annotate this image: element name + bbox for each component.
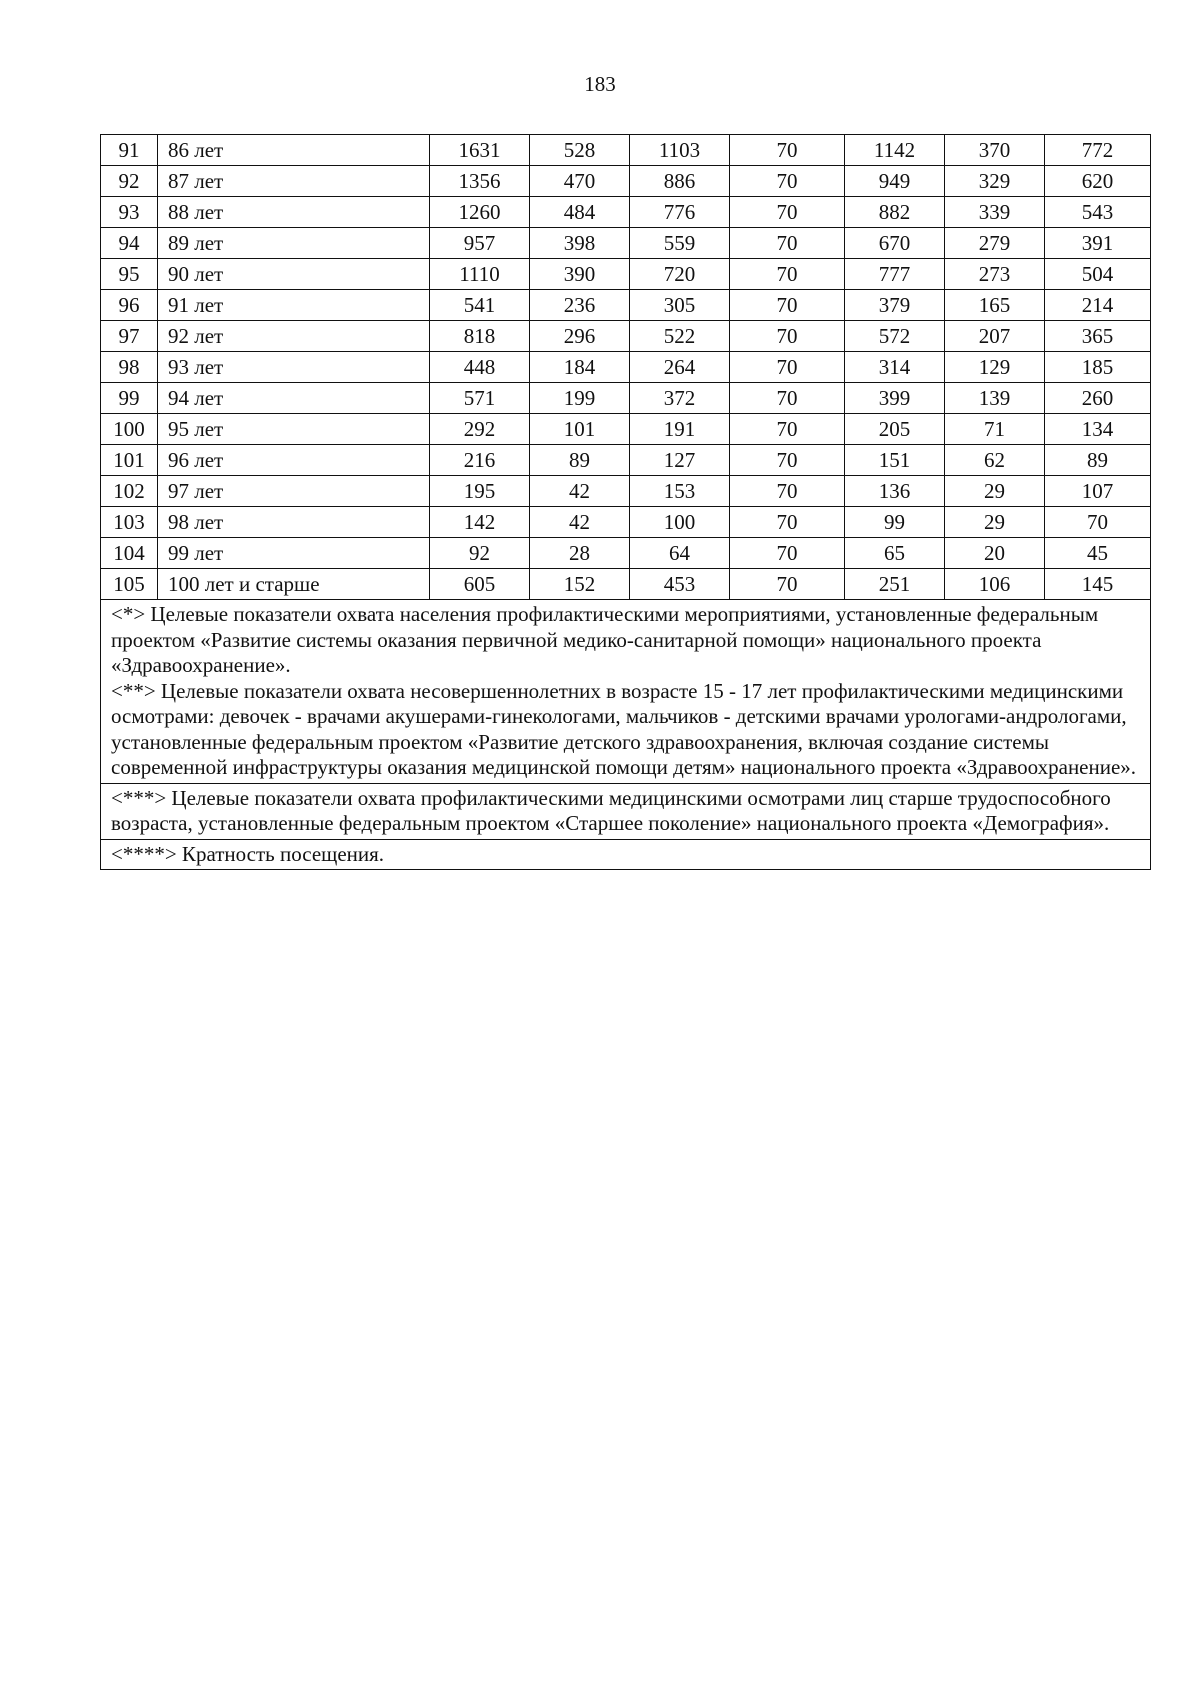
row-number-cell: 104 — [101, 538, 158, 569]
value-cell: 260 — [1045, 383, 1151, 414]
row-number-cell: 99 — [101, 383, 158, 414]
value-cell: 818 — [430, 321, 530, 352]
value-cell: 720 — [630, 259, 730, 290]
value-cell: 89 — [1045, 445, 1151, 476]
value-cell: 70 — [730, 259, 845, 290]
value-cell: 151 — [845, 445, 945, 476]
value-cell: 42 — [530, 476, 630, 507]
value-cell: 70 — [730, 321, 845, 352]
value-cell: 453 — [630, 569, 730, 600]
value-cell: 70 — [730, 569, 845, 600]
value-cell: 89 — [530, 445, 630, 476]
value-cell: 1142 — [845, 135, 945, 166]
value-cell: 70 — [730, 445, 845, 476]
value-cell: 199 — [530, 383, 630, 414]
row-number-cell: 96 — [101, 290, 158, 321]
value-cell: 92 — [430, 538, 530, 569]
value-cell: 185 — [1045, 352, 1151, 383]
value-cell: 106 — [945, 569, 1045, 600]
value-cell: 165 — [945, 290, 1045, 321]
value-cell: 70 — [730, 414, 845, 445]
value-cell: 70 — [730, 228, 845, 259]
value-cell: 882 — [845, 197, 945, 228]
value-cell: 571 — [430, 383, 530, 414]
value-cell: 136 — [845, 476, 945, 507]
value-cell: 153 — [630, 476, 730, 507]
table-row — [101, 352, 1151, 383]
age-group-cell: 88 лет — [158, 197, 430, 228]
value-cell: 139 — [945, 383, 1045, 414]
value-cell: 64 — [630, 538, 730, 569]
table-row — [101, 228, 1151, 259]
value-cell: 145 — [1045, 569, 1151, 600]
age-group-cell: 91 лет — [158, 290, 430, 321]
value-cell: 528 — [530, 135, 630, 166]
value-cell: 236 — [530, 290, 630, 321]
value-cell: 504 — [1045, 259, 1151, 290]
value-cell: 541 — [430, 290, 530, 321]
row-number-cell: 103 — [101, 507, 158, 538]
data-table — [100, 134, 1151, 870]
age-group-cell: 87 лет — [158, 166, 430, 197]
value-cell: 28 — [530, 538, 630, 569]
value-cell: 42 — [530, 507, 630, 538]
table-row — [101, 383, 1151, 414]
value-cell: 70 — [730, 538, 845, 569]
value-cell: 279 — [945, 228, 1045, 259]
value-cell: 305 — [630, 290, 730, 321]
value-cell: 484 — [530, 197, 630, 228]
value-cell: 522 — [630, 321, 730, 352]
value-cell: 152 — [530, 569, 630, 600]
footnote-1-2: <*> Целевые показатели охвата населения профилактическими мероприятиями, установленные федеральным проектом «Развитие системы оказания первичной медико-санитарной помощи» национального проекта «Здравоохранение». <**> Целевые показатели охвата несовершеннолетних в возрасте 15 - 17 лет профилактическими медицинскими осмотрами: девочек - врачами акушерами-гинекологами, мальчиков - детскими врачами урологами-андрологами, установленные федеральным проектом «Развитие детского здравоохранения, включая создание системы современной инфраструктуры оказания медицинской помощи детям» национального проекта «Здравоохранение». — [101, 600, 1151, 784]
footnote-row — [101, 783, 1151, 839]
age-group-cell: 92 лет — [158, 321, 430, 352]
table-row — [101, 166, 1151, 197]
value-cell: 605 — [430, 569, 530, 600]
value-cell: 390 — [530, 259, 630, 290]
value-cell: 559 — [630, 228, 730, 259]
value-cell: 70 — [730, 507, 845, 538]
row-number-cell: 102 — [101, 476, 158, 507]
value-cell: 70 — [730, 290, 845, 321]
age-group-cell: 97 лет — [158, 476, 430, 507]
value-cell: 62 — [945, 445, 1045, 476]
value-cell: 292 — [430, 414, 530, 445]
value-cell: 70 — [730, 135, 845, 166]
value-cell: 1103 — [630, 135, 730, 166]
value-cell: 214 — [1045, 290, 1151, 321]
row-number-cell: 93 — [101, 197, 158, 228]
value-cell: 372 — [630, 383, 730, 414]
value-cell: 70 — [730, 476, 845, 507]
value-cell: 99 — [845, 507, 945, 538]
footnote-row — [101, 839, 1151, 870]
age-group-cell: 96 лет — [158, 445, 430, 476]
table-row — [101, 290, 1151, 321]
row-number-cell: 98 — [101, 352, 158, 383]
row-number-cell: 91 — [101, 135, 158, 166]
age-group-cell: 99 лет — [158, 538, 430, 569]
value-cell: 329 — [945, 166, 1045, 197]
value-cell: 957 — [430, 228, 530, 259]
value-cell: 216 — [430, 445, 530, 476]
value-cell: 398 — [530, 228, 630, 259]
age-group-cell: 90 лет — [158, 259, 430, 290]
age-group-cell: 93 лет — [158, 352, 430, 383]
value-cell: 70 — [730, 352, 845, 383]
row-number-cell: 94 — [101, 228, 158, 259]
value-cell: 29 — [945, 476, 1045, 507]
value-cell: 100 — [630, 507, 730, 538]
value-cell: 71 — [945, 414, 1045, 445]
row-number-cell: 95 — [101, 259, 158, 290]
value-cell: 129 — [945, 352, 1045, 383]
value-cell: 776 — [630, 197, 730, 228]
value-cell: 296 — [530, 321, 630, 352]
value-cell: 620 — [1045, 166, 1151, 197]
table-row — [101, 135, 1151, 166]
table-row — [101, 476, 1151, 507]
value-cell: 251 — [845, 569, 945, 600]
row-number-cell: 100 — [101, 414, 158, 445]
table-row — [101, 538, 1151, 569]
value-cell: 1631 — [430, 135, 530, 166]
value-cell: 195 — [430, 476, 530, 507]
value-cell: 101 — [530, 414, 630, 445]
footnote-3: <***> Целевые показатели охвата профилактическими медицинскими осмотрами лиц старше трудоспособного возраста, установленные федеральным проектом «Старшее поколение» национального проекта «Демография». — [101, 783, 1151, 839]
value-cell: 65 — [845, 538, 945, 569]
value-cell: 399 — [845, 383, 945, 414]
row-number-cell: 92 — [101, 166, 158, 197]
value-cell: 365 — [1045, 321, 1151, 352]
value-cell: 207 — [945, 321, 1045, 352]
table-row — [101, 259, 1151, 290]
row-number-cell: 97 — [101, 321, 158, 352]
footnote-4: <****> Кратность посещения. — [101, 839, 1151, 870]
value-cell: 70 — [730, 197, 845, 228]
value-cell: 379 — [845, 290, 945, 321]
value-cell: 184 — [530, 352, 630, 383]
value-cell: 29 — [945, 507, 1045, 538]
table-row — [101, 569, 1151, 600]
age-group-cell: 100 лет и старше — [158, 569, 430, 600]
value-cell: 1110 — [430, 259, 530, 290]
age-group-cell: 98 лет — [158, 507, 430, 538]
value-cell: 670 — [845, 228, 945, 259]
value-cell: 264 — [630, 352, 730, 383]
footnote-row — [101, 600, 1151, 784]
table-row — [101, 445, 1151, 476]
value-cell: 470 — [530, 166, 630, 197]
value-cell: 543 — [1045, 197, 1151, 228]
age-group-cell: 86 лет — [158, 135, 430, 166]
value-cell: 70 — [1045, 507, 1151, 538]
value-cell: 191 — [630, 414, 730, 445]
table-row — [101, 507, 1151, 538]
value-cell: 70 — [730, 166, 845, 197]
value-cell: 273 — [945, 259, 1045, 290]
table-row — [101, 414, 1151, 445]
value-cell: 314 — [845, 352, 945, 383]
age-group-cell: 95 лет — [158, 414, 430, 445]
value-cell: 777 — [845, 259, 945, 290]
value-cell: 134 — [1045, 414, 1151, 445]
value-cell: 142 — [430, 507, 530, 538]
value-cell: 339 — [945, 197, 1045, 228]
value-cell: 1356 — [430, 166, 530, 197]
value-cell: 370 — [945, 135, 1045, 166]
value-cell: 205 — [845, 414, 945, 445]
page-number: 183 — [584, 72, 616, 96]
value-cell: 772 — [1045, 135, 1151, 166]
row-number-cell: 101 — [101, 445, 158, 476]
value-cell: 107 — [1045, 476, 1151, 507]
value-cell: 20 — [945, 538, 1045, 569]
value-cell: 949 — [845, 166, 945, 197]
value-cell: 127 — [630, 445, 730, 476]
value-cell: 391 — [1045, 228, 1151, 259]
value-cell: 448 — [430, 352, 530, 383]
age-group-cell: 89 лет — [158, 228, 430, 259]
value-cell: 70 — [730, 383, 845, 414]
value-cell: 572 — [845, 321, 945, 352]
table-row — [101, 321, 1151, 352]
value-cell: 886 — [630, 166, 730, 197]
age-group-cell: 94 лет — [158, 383, 430, 414]
value-cell: 1260 — [430, 197, 530, 228]
row-number-cell: 105 — [101, 569, 158, 600]
table-row — [101, 197, 1151, 228]
value-cell: 45 — [1045, 538, 1151, 569]
